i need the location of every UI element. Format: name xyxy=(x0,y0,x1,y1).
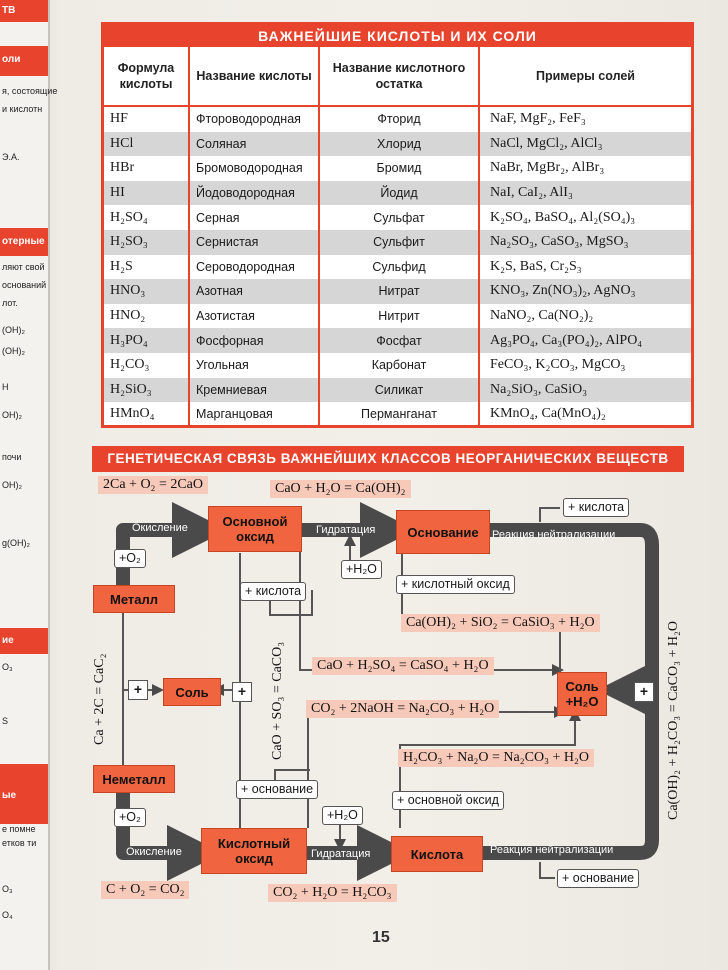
acid-name-cell: Фосфорная xyxy=(189,328,319,353)
salt-examples-cell: NaNO₂, Ca(NO₂)₂ xyxy=(490,308,594,324)
acid-residue-cell: Фторид xyxy=(319,106,479,132)
acid-formula-cell: HMnO₄ xyxy=(104,402,189,427)
acid-name-cell: Азотистая xyxy=(189,304,319,329)
equation-vertical: Ca(OH)₂ + H₂CO₃ = CaCO₃ + H₂O xyxy=(666,621,681,820)
strip-text: отерные xyxy=(2,236,45,247)
reagent-box: + кислота xyxy=(240,582,306,601)
acid-residue-cell: Сульфид xyxy=(319,255,479,280)
strip-text: g(OH)₂ xyxy=(2,538,30,548)
strip-text: почи xyxy=(2,452,22,462)
acid-name-cell: Марганцовая xyxy=(189,402,319,427)
node-metal: Металл xyxy=(93,585,175,613)
acid-name-cell: Сернистая xyxy=(189,230,319,255)
column-header: Формула кислоты xyxy=(104,47,189,106)
label-oxidation: Окисление xyxy=(126,846,182,858)
strip-text: ТВ xyxy=(2,5,16,16)
plus-sign: + xyxy=(128,680,148,700)
reagent-box: +H₂O xyxy=(341,560,382,579)
acid-name-cell: Бромоводородная xyxy=(189,156,319,181)
acid-residue-cell: Нитрит xyxy=(319,304,479,329)
acid-formula-cell: H₂S xyxy=(104,255,189,280)
acid-formula-cell: H₂SO₄ xyxy=(104,205,189,230)
equation: CaO + H₂O = Ca(OH)₂ xyxy=(270,480,411,498)
equation: CO₂ + H₂O = H₂CO₃ xyxy=(268,884,397,902)
strip-text: оли xyxy=(2,54,21,65)
plus-sign: + xyxy=(634,682,654,702)
reagent-box: + основной оксид xyxy=(392,791,504,810)
table-title: ВАЖНЕЙШИЕ КИСЛОТЫ И ИХ СОЛИ xyxy=(104,25,691,47)
acid-name-cell: Кремниевая xyxy=(189,378,319,403)
node-acid: Кислота xyxy=(391,836,483,872)
salt-examples-cell: NaI, CaI₂, AlI₃ xyxy=(479,181,691,206)
strip-text: O₃ xyxy=(2,662,13,672)
salt-examples-cell: Na₂SiO₃, CaSiO₃ xyxy=(479,378,691,403)
acid-name-cell: Йодоводородная xyxy=(189,181,319,206)
node-nonmetal: Неметалл xyxy=(93,765,175,793)
diagram-title: ГЕНЕТИЧЕСКАЯ СВЯЗЬ ВАЖНЕЙШИХ КЛАССОВ НЕОРГАНИЧЕСКИХ ВЕЩЕСТВ xyxy=(92,446,684,472)
strip-text: етков ти xyxy=(2,838,37,848)
acid-residue-cell: Карбонат xyxy=(319,353,479,378)
acid-formula-cell: H₂SiO₃ xyxy=(104,378,189,403)
acid-residue-cell: Нитрат xyxy=(319,279,479,304)
acid-formula-cell: HNO₃ xyxy=(104,279,189,304)
acid-residue-cell: Фосфат xyxy=(319,328,479,353)
label-hydration: Гидратация xyxy=(316,524,376,536)
equation: H₂CO₃ + Na₂O = Na₂CO₃ + H₂O xyxy=(398,749,594,767)
acid-formula-cell: H₃PO₄ xyxy=(104,328,189,353)
acid-formula-cell: HBr xyxy=(104,156,189,181)
equation-vertical: CaO + SO₃ = CaCO₃ xyxy=(270,641,285,760)
strip-text: ляют свой xyxy=(2,262,45,272)
acid-name-cell: Сероводородная xyxy=(189,255,319,280)
acid-formula-cell: HCl xyxy=(104,132,189,157)
salt-examples-cell: K₂S, BaS, Cr₂S₃ xyxy=(490,258,582,274)
node-salt-water: Соль +H₂O xyxy=(557,672,607,716)
page-number: 15 xyxy=(372,929,390,946)
acid-name-cell: Соляная xyxy=(189,132,319,157)
salt-examples-cell: K₂SO₄, BaSO₄, Al₂(SO₄)₃ xyxy=(490,209,636,225)
salt-examples-cell: Ag₃PO₄, Ca₃(PO₄)₂, AlPO₄ xyxy=(479,328,691,353)
equation: 2Ca + O₂ = 2CaO xyxy=(98,476,208,494)
strip-text: и кислотн xyxy=(2,104,43,114)
equation: CaO + H₂SO₄ = CaSO₄ + H₂O xyxy=(312,657,494,675)
strip-text: я, состоящие xyxy=(2,86,58,96)
acid-residue-cell: Силикат xyxy=(319,378,479,403)
salt-examples-cell: FeCO₃, K₂CO₃, MgCO₃ xyxy=(490,357,626,373)
equation: Ca(OH)₂ + SiO₂ = CaSiO₃ + H₂O xyxy=(401,614,600,632)
acid-name-cell: Серная xyxy=(189,205,319,230)
salt-examples-cell: NaF, MgF₂, FeF₃ xyxy=(490,111,586,127)
acid-formula-cell: HNO₂ xyxy=(104,304,189,329)
salt-examples-cell: NaBr, MgBr₂, AlBr₃ xyxy=(490,160,605,176)
strip-text: H xyxy=(2,382,9,392)
strip-text: Э.А. xyxy=(2,152,20,162)
strip-text: S xyxy=(2,716,9,726)
reagent-box: + основание xyxy=(557,869,639,888)
reagent-box: +O₂ xyxy=(114,808,146,827)
acid-name-cell: Фтороводородная xyxy=(189,106,319,132)
acid-residue-cell: Сульфит xyxy=(319,230,479,255)
acid-formula-cell: H₂CO₃ xyxy=(104,353,189,378)
node-salt: Соль xyxy=(163,678,221,706)
strip-text: O₄ xyxy=(2,910,13,920)
acid-residue-cell: Йодид xyxy=(319,181,479,206)
column-header: Название кислотного остатка xyxy=(319,47,479,106)
salt-examples-cell: KNO₃, Zn(NO₃)₂, AgNO₃ xyxy=(479,279,691,304)
column-header: Название кислоты xyxy=(189,47,319,106)
salt-examples-cell: Na₂SO₃, CaSO₃, MgSO₃ xyxy=(479,230,691,255)
strip-text: ые xyxy=(2,790,17,801)
acid-residue-cell: Бромид xyxy=(319,156,479,181)
label-neutralization: Реакция нейтрализации xyxy=(492,529,616,541)
node-base: Основание xyxy=(396,510,490,554)
strip-text: оснований xyxy=(2,280,47,290)
acid-name-cell: Азотная xyxy=(189,279,319,304)
acid-name-cell: Угольная xyxy=(189,353,319,378)
equation: CO₂ + 2NaOH = Na₂CO₃ + H₂O xyxy=(306,700,499,718)
equation-vertical: Ca + 2C = CaC₂ xyxy=(92,653,107,745)
node-acid-oxide: Кислотный оксид xyxy=(201,828,307,874)
strip-text: O₃ xyxy=(2,884,13,894)
acid-residue-cell: Перманганат xyxy=(319,402,479,427)
strip-text: лот. xyxy=(2,298,18,308)
strip-text: OH)₂ xyxy=(2,480,22,490)
label-hydration: Гидратация xyxy=(311,848,371,860)
acid-formula-cell: H₂SO₃ xyxy=(104,230,189,255)
reagent-box: +O₂ xyxy=(114,549,146,568)
label-oxidation: Окисление xyxy=(132,522,188,534)
acid-formula-cell: HI xyxy=(104,181,189,206)
acid-residue-cell: Сульфат xyxy=(319,205,479,230)
strip-text: ие xyxy=(2,635,14,646)
reagent-box: + основание xyxy=(236,780,318,799)
strip-text: е помне xyxy=(2,824,36,834)
strip-text: (OH)₂ xyxy=(2,325,25,335)
acid-residue-cell: Хлорид xyxy=(319,132,479,157)
acid-formula-cell: HF xyxy=(104,106,189,132)
reagent-box: +H₂O xyxy=(322,806,363,825)
strip-text: (OH)₂ xyxy=(2,346,25,356)
reagent-box: + кислота xyxy=(563,498,629,517)
node-basic-oxide: Основной оксид xyxy=(208,506,302,552)
equation: C + O₂ = CO₂ xyxy=(101,881,189,899)
strip-text: OH)₂ xyxy=(2,410,22,420)
plus-sign: + xyxy=(232,682,252,702)
salt-examples-cell: KMnO₄, Ca(MnO₄)₂ xyxy=(490,406,606,422)
salt-examples-cell: NaCl, MgCl₂, AlCl₃ xyxy=(479,132,691,157)
reagent-box: + кислотный оксид xyxy=(396,575,515,594)
column-header: Примеры солей xyxy=(479,47,691,106)
label-neutralization: Реакция нейтрализации xyxy=(490,844,614,856)
